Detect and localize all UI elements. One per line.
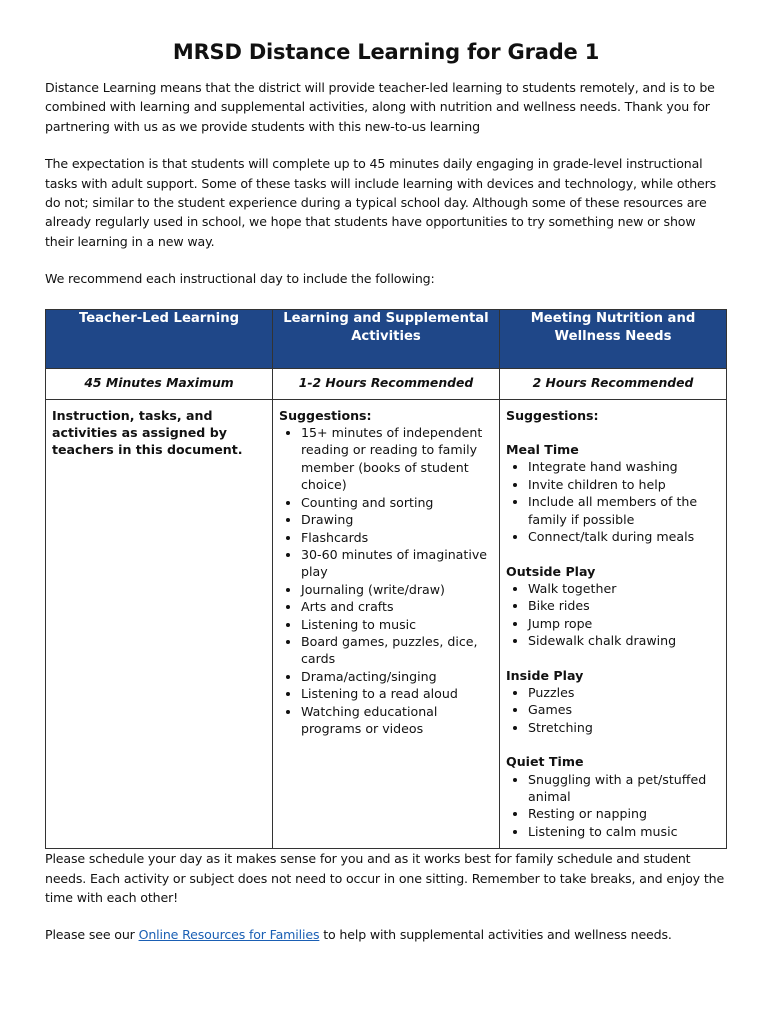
list-item: • Connect/talk during meals	[528, 528, 720, 545]
wellness-section-list	[506, 684, 720, 736]
list-item: • Integrate hand washing	[528, 458, 720, 475]
list-item: • Listening to a read aloud	[301, 685, 493, 702]
wellness-suggestions	[500, 399, 727, 849]
intro-paragraph-2: The expectation is that students will complete up to 45 minutes daily engaging in grade-level instructional tasks with adult support. Some of these tasks will include learning with devices and technology, while others do not; similar to the student experience during a typical school day. Although some of these resources are already regularly used in school, we hope that students have opportunities to try something new or show their learning in a new way.	[45, 156, 717, 249]
wellness-section-title: Meal Time	[506, 442, 579, 458]
header-supplemental: Learning and Supplemental Activities	[273, 309, 500, 368]
list-item: • Stretching	[528, 719, 720, 736]
wellness-section-list	[506, 771, 720, 841]
list-item: • Arts and crafts	[301, 598, 493, 615]
teacher-led-description: Instruction, tasks, and activities as assigned by teachers in this document.	[46, 399, 273, 849]
table-subheader-row	[46, 368, 727, 399]
list-item: • Drama/acting/singing	[301, 668, 493, 685]
wellness-section-list	[506, 458, 720, 545]
header-teacher-led: Teacher-Led Learning	[46, 309, 273, 368]
list-item: • 30-60 minutes of imaginative play	[301, 546, 493, 581]
daily-plan-table	[45, 309, 727, 850]
closing-paragraph: Please schedule your day as it makes sense for you and as it works best for family schedule and student needs. Each activity or subject does not need to occur in one sitting. Remember to take breaks, and enjoy the time with each other!	[45, 851, 725, 905]
supplemental-suggestions-label: Suggestions:	[279, 407, 372, 423]
wellness-section-title: Quiet Time	[506, 754, 584, 770]
list-item: • Games	[528, 701, 720, 718]
resources-prefix: Please see our	[45, 927, 139, 943]
table-header-row	[46, 309, 727, 368]
wellness-section-list	[506, 580, 720, 650]
list-item: • Watching educational programs or videos	[301, 703, 493, 738]
time-teacher-led: 45 Minutes Maximum	[46, 368, 273, 399]
list-item: • Flashcards	[301, 529, 493, 546]
list-item: • Sidewalk chalk drawing	[528, 632, 720, 649]
resources-suffix: to help with supplemental activities and wellness needs.	[319, 927, 672, 943]
list-item: • Resting or napping	[528, 805, 720, 822]
wellness-sections	[506, 441, 720, 840]
online-resources-link[interactable]: Online Resources for Families	[138, 927, 320, 943]
resources-paragraph	[45, 925, 727, 944]
supplemental-list	[279, 424, 493, 737]
wellness-section-title: Inside Play	[506, 667, 584, 683]
list-item: • Listening to calm music	[528, 823, 720, 840]
time-nutrition-wellness: 2 Hours Recommended	[500, 368, 727, 399]
table-content-row	[46, 399, 727, 849]
list-item: • Journaling (write/draw)	[301, 581, 493, 598]
list-item: • Listening to music	[301, 616, 493, 633]
document-page	[45, 40, 727, 945]
list-item: • Board games, puzzles, dice, cards	[301, 633, 493, 668]
wellness-section-title: Outside Play	[506, 563, 596, 579]
list-item: • Invite children to help	[528, 476, 720, 493]
intro-paragraph-1: Distance Learning means that the district will provide teacher-led learning to students remotely, and is to be combined with learning and supplemental activities, along with nutrition and wellness needs. Thank you for partnering with us as we provide students with this new-to-us learning	[45, 80, 715, 134]
list-item: • Snuggling with a pet/stuffed animal	[528, 771, 720, 806]
list-item: • Include all members of the family if possible	[528, 493, 720, 528]
list-item: • 15+ minutes of independent reading or reading to family member (books of student choice)	[301, 424, 493, 494]
list-item: • Walk together	[528, 580, 720, 597]
list-item: • Bike rides	[528, 597, 720, 614]
list-item: • Puzzles	[528, 684, 720, 701]
list-item: • Drawing	[301, 511, 493, 528]
header-nutrition-wellness: Meeting Nutrition and Wellness Needs	[500, 309, 727, 368]
list-item: • Jump rope	[528, 615, 720, 632]
wellness-suggestions-label: Suggestions:	[506, 407, 599, 423]
time-supplemental: 1-2 Hours Recommended	[273, 368, 500, 399]
supplemental-suggestions	[273, 399, 500, 849]
list-item: • Counting and sorting	[301, 494, 493, 511]
intro-paragraph-3: We recommend each instructional day to include the following:	[45, 271, 435, 287]
page-title: MRSD Distance Learning for Grade 1	[172, 40, 600, 64]
